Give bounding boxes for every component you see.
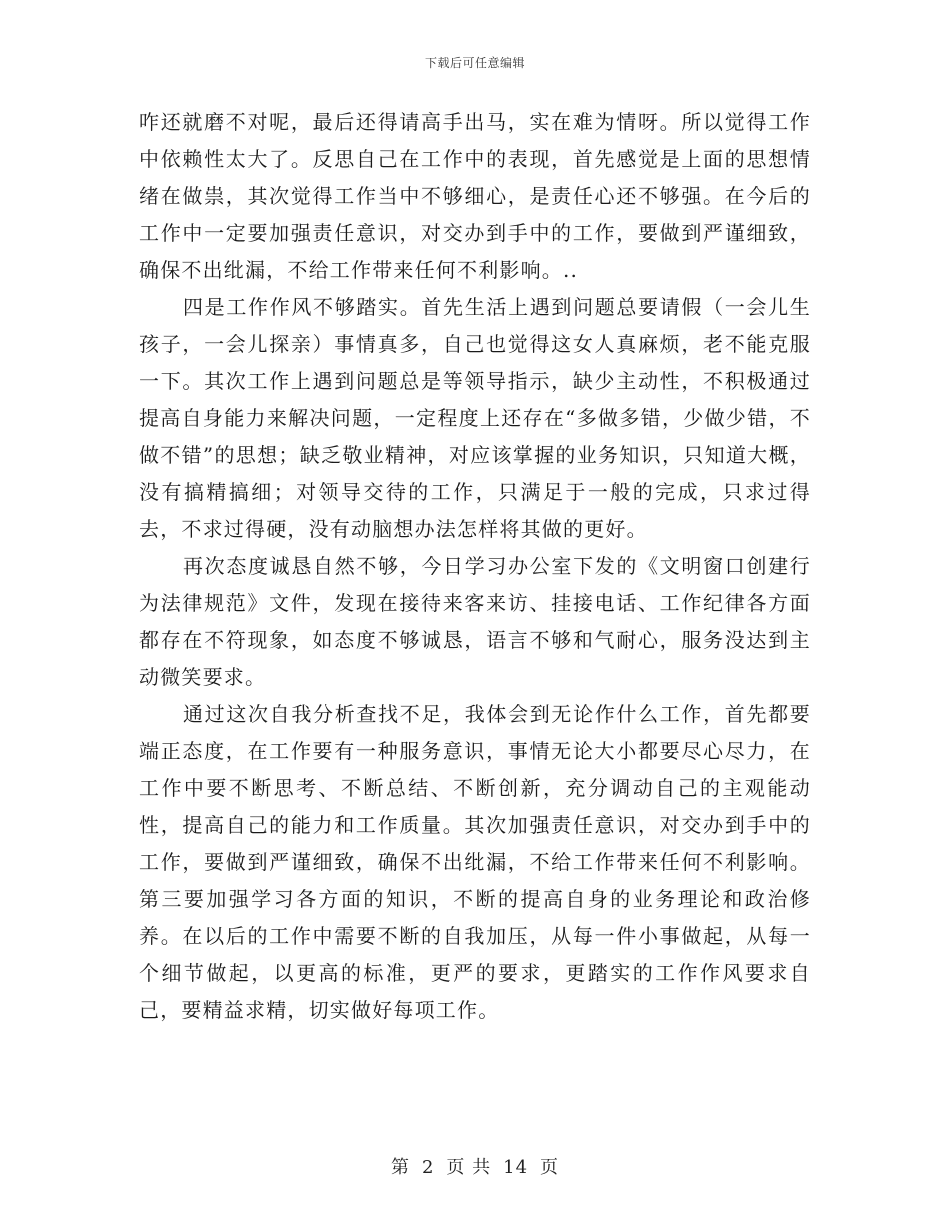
footer-suffix: 页	[540, 1157, 560, 1178]
paragraph-1: 咋还就磨不对呢，最后还得请高手出马，实在难为情呀。所以觉得工作中依赖性太大了。反思自己在工作中的表现，首先感觉是上面的思想情绪在做祟，其次觉得工作当中不够细心，是责任心还不够强。在今后的工作中一定要加强责任意识，对交办到手中的工作，要做到严谨细致，确保不出纰漏，不给工作带来任何不利影响。..	[139, 110, 811, 282]
footer-prefix: 第	[390, 1157, 410, 1178]
page-header	[0, 54, 950, 71]
paragraph-4: 通过这次自我分析查找不足，我体会到无论作什么工作，首先都要端正态度，在工作要有一种服务意识，事情无论大小都要尽心尽力，在工作中要不断思考、不断总结、不断创新，充分调动自己的主观能动性，提高自己的能力和工作质量。其次加强责任意识，对交办到手中的工作，要做到严谨细致，确保不出纰漏，不给工作带来任何不利影响。第三要加强学习各方面的知识，不断的提高自身的业务理论和政治修养。在以后的工作中需要不断的自我加压，从每一件小事做起，从每一个细节做起，以更高的标准，更严的要求，更踏实的工作作风要求自己，要精益求精，切实做好每项工作。	[139, 702, 811, 1022]
footer-current-page: 2	[421, 1157, 435, 1178]
footer-total-pages: 14	[503, 1157, 529, 1178]
footer-middle: 页 共	[446, 1157, 492, 1178]
paragraph-2: 四是工作作风不够踏实。首先生活上遇到问题总要请假（一会儿生孩子，一会儿探亲）事情真多，自己也觉得这女人真麻烦，老不能克服一下。其次工作上遇到问题总是等领导指示，缺少主动性，不积极通过提高自身能力来解决问题，一定程度上还存在“多做多错，少做少错，不做不错”的思想；缺乏敬业精神，对应该掌握的业务知识，只知道大概，没有搞精搞细；对领导交待的工作，只满足于一般的完成，只求过得去，不求过得硬，没有动脑想办法怎样将其做的更好。	[139, 295, 811, 541]
header-text: 下载后可任意编辑	[424, 56, 525, 70]
paragraph-3: 再次态度诚恳自然不够，今日学习办公室下发的《文明窗口创建行为法律规范》文件，发现在接待来客来访、挂接电话、工作纪律各方面都存在不符现象，如态度不够诚恳，语言不够和气耐心，服务没达到主动微笑要求。	[139, 554, 811, 689]
page-footer	[0, 1153, 950, 1179]
document-body	[139, 104, 811, 1029]
